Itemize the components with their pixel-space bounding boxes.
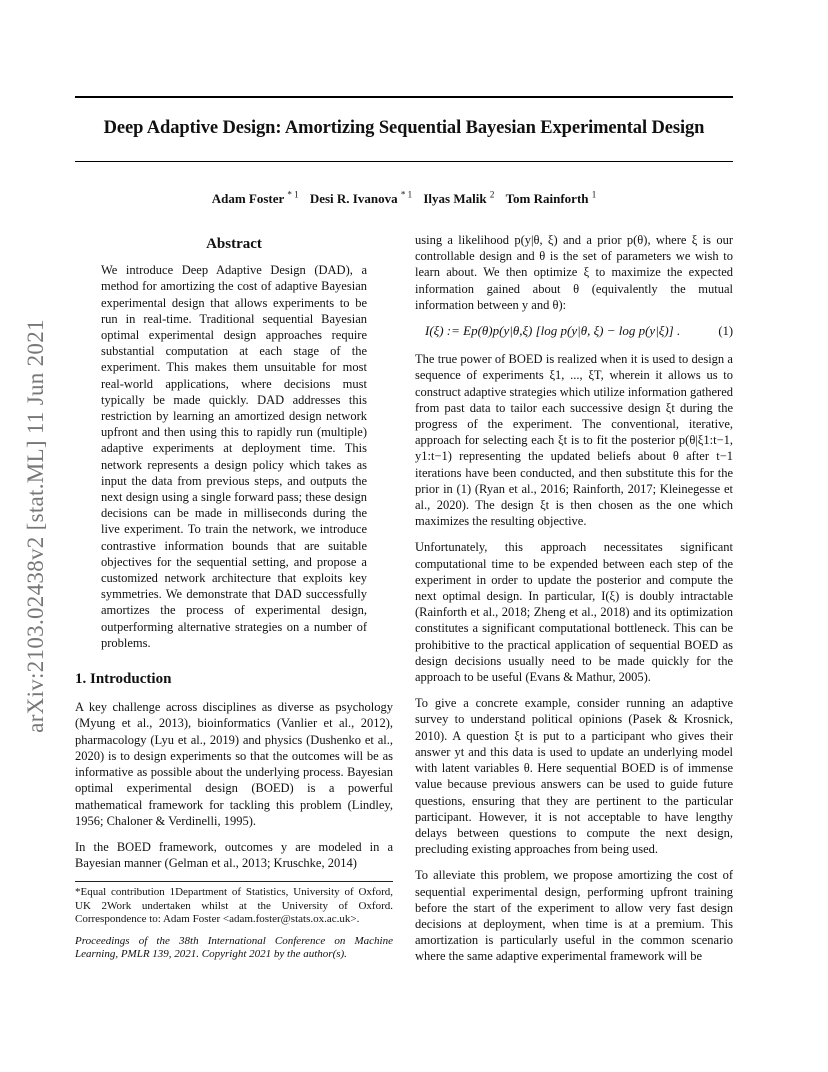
paragraph: Unfortunately, this approach necessitates significant computational time to be expended between each step of the experiment in order to update the posterior and compute the next optimal design. In particular, I(ξ) is doubly intractable (Rainforth et al., 2018; Zheng et al., 2018) and its optimization constitutes a significant computational bottleneck. This can be prohibitive to the practical application of sequential BOED as design decisions usually need to be made quickly for the approach to be useful (Evans & Mathur, 2005). [415, 540, 733, 685]
author: Desi R. Ivanova $^{* 1}$ [309, 190, 413, 207]
author: Ilyas Malik $^2$ [423, 190, 495, 207]
paragraph: The true power of BOED is realized when it is used to design a sequence of experiments ξ1, ..., ξT, wherein it allows us to construct adaptive strategies which utilize information gathered from past data to tailor each successive design ξt during the progress of the experiment. The conventional, iterative, approach for selecting each ξt is to fit the posterior p(θ|ξ1:t−1, y1:t−1) representing the updated beliefs about θ after t−1 iterations have been conducted, and then substitute this for the prior in (1) (Ryan et al., 2016; Rainforth, 2017; Kleinegesse et al., 2020). The design ξt is then chosen as the one which maximizes the resulting objective. [415, 352, 733, 529]
author-list [75, 190, 733, 207]
footnotes [75, 881, 393, 962]
equation-number: (1) [718, 324, 733, 339]
left-column [75, 232, 393, 970]
top-rule [75, 96, 733, 98]
right-column [415, 232, 733, 975]
footnote-proceedings: Proceedings of the 38th International Conference on Machine Learning, PMLR 139, 2021. Copyright 2021 by the author(s). [75, 934, 393, 961]
equation-body: I(ξ) := Ep(θ)p(y|θ,ξ) [log p(y|θ, ξ) − log p(y|ξ)] . [425, 323, 681, 339]
paragraph: In the BOED framework, outcomes y are modeled in a Bayesian manner (Gelman et al., 2013; Kruschke, 2014) [75, 839, 393, 871]
abstract-heading: Abstract [206, 236, 262, 252]
arxiv-identifier: arXiv:2103.02438v2 [stat.ML] 11 Jun 2021 [23, 319, 48, 733]
section-heading: 1. Introduction [75, 671, 172, 688]
paragraph: using a likelihood p(y|θ, ξ) and a prior p(θ), where ξ is our controllable design and θ is the set of parameters we wish to learn about. We then optimize ξ to maximize the expected information gained about θ (equivalently the mutual information between y and θ): [415, 233, 733, 312]
author: Adam Foster $^{* 1}$ [211, 190, 299, 207]
paragraph: To alleviate this problem, we propose amortizing the cost of sequential experimental design, performing upfront training before the start of the experiment to allow very fast design decisions at deployment, when time is at a premium. This amortization is particularly useful in the common scenario where the same adaptive experimental framework will be [415, 868, 733, 964]
footnote-affiliations: *Equal contribution 1Department of Statistics, University of Oxford, UK 2Work undertaken whilst at the University of Oxford. Correspondence to: Adam Foster <adam.foster@stats.ox.ac.uk>. [75, 886, 393, 926]
title-rule [75, 161, 733, 162]
equation-1 [415, 323, 733, 339]
paper-title: Deep Adaptive Design: Amortizing Sequential Bayesian Experimental Design [103, 118, 705, 138]
paragraph: To give a concrete example, consider running an adaptive survey to understand political opinions (Pasek & Krosnick, 2010). A question ξt is put to a participant who gives their answer yt and this data is used to update an underlying model with latent variables θ. Here sequential BOED is of immense value because previous answers can be used to guide future questions, ensuring that they are pertinent to the particular participant. However, it is not acceptable to have lengthy delays between questions to compute the next design, precluding existing approaches from being used. [415, 696, 733, 857]
paragraph: A key challenge across disciplines as diverse as psychology (Myung et al., 2013), bioinformatics (Vanlier et al., 2012), pharmacology (Lyu et al., 2019) and physics (Dushenko et al., 2020) is to design experiments so that the outcomes will be as informative as possible about the underlying process. Bayesian optimal experimental design (BOED) is a powerful mathematical framework for tackling this problem (Lindley, 1956; Chaloner & Verdinelli, 1995). [75, 700, 393, 828]
abstract-text: We introduce Deep Adaptive Design (DAD), a method for amortizing the cost of adaptive Bayesian experimental design that allows experiments to be run in real-time. Traditional sequential Bayesian optimal experimental design approaches require substantial computation at each stage of the experiment. This makes them unsuitable for most real-world applications, where decisions must typically be made quickly. DAD addresses this restriction by learning an amortized design network upfront and then using this to rapidly run (multiple) adaptive experiments at deployment time. This network represents a design policy which takes as input the data from previous steps, and outputs the next design using a single forward pass; these design decisions can be made in milliseconds during the live experiment. To train the network, we introduce contrastive information bounds that are suitable objectives for the sequential setting, and propose a customized network architecture that exploits key symmetries. We demonstrate that DAD successfully amortizes the process of experimental design, outperforming alternative strategies on a number of problems. [101, 263, 367, 650]
author: Tom Rainforth $^1$ [505, 190, 597, 207]
